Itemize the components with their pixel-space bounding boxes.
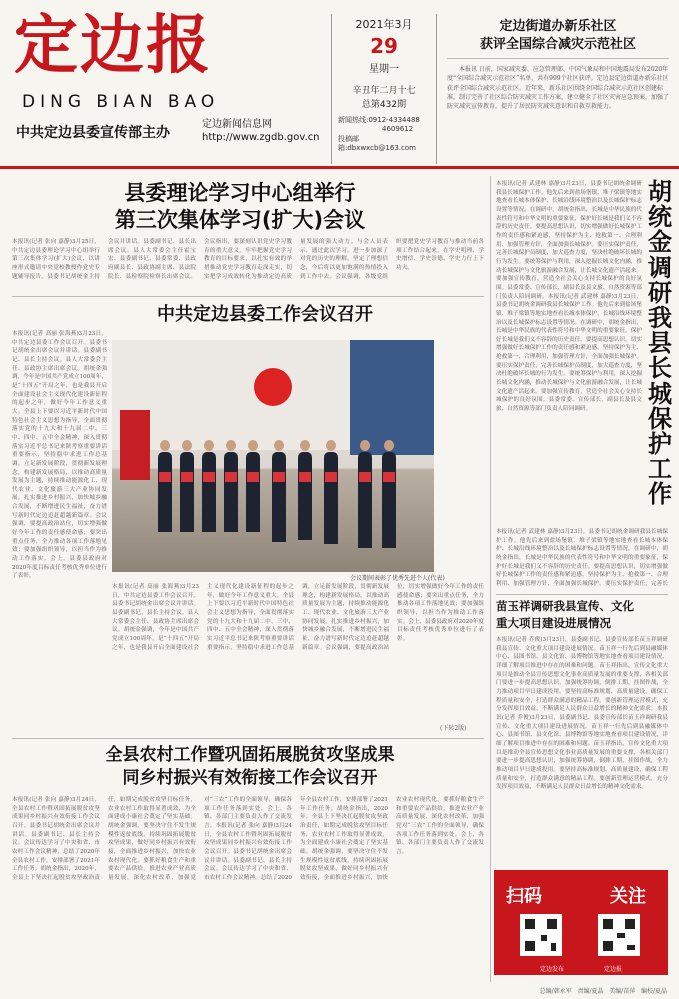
party-emblem-icon (254, 368, 292, 406)
lead-title-line1: 县委理论学习中心组举行 (124, 181, 356, 205)
poverty-headline[interactable] (30, 744, 470, 790)
right-col-body-1b: 本报讯(记者 武建林 嘉静)3月23日，县委书记胡统金调研我县长城保护工作。他先后来到盐场堡镇、堆子梁镇等地实地查看长城本体保护、长城沿线环境整治以及长城保护标志设置等情况。在调研中，胡统金指出，长城是中华民族的代表性符号和中华文明的重要象征，保护好长城是我们义不容辞的历史责任。要提高思想认识，切实增强做好长城保护工作的责任感和紧迫感，坚持保护为主、抢救第一、合理利用、加强管理方针，全面加强长城保护。要压实保护责任，完善长 (496, 529, 668, 587)
top-story-headline[interactable] (447, 18, 669, 59)
lead-body: 本报讯(记者 张向 嘉静)3月25日，中共定边县委理论学习中心组举行第三次集体学习(扩大)会议，以讲座形式邀请中央党校教授作党史专题辅导报告。县委书记胡统金主持会议并讲话。县委副书记、县长出席会议。县人大常委会主任霍宝宏、县委副书记、县委常委、县政府副县长、县政协副主席、县法院院长、县检察院检察长出席会议。会议指出，要深刻认识党史学习教育的重大意义，牢牢把握党史学习教育的目标要求，以扎实有效的举措推动党史学习教育走深走实，切实把学习成效转化为推动定边高质量发展的强大动力。与会人员表示，通过此次学习，进一步加深了对党的历史的理解，坚定了理想信念，今后将以更加饱满的热情投入到工作中去。会议强调，各级党组织要把党史学习教育与推动当前各项工作结合起来，在学史明理、学史增信、学史崇德、学史力行上下功夫。 (12, 239, 484, 280)
news-hotline: 新闻热线:0912-4334488 (338, 116, 420, 124)
website-info (202, 118, 320, 144)
qr-labels: 定边发布 定边报 (539, 966, 623, 973)
lunar-date: 辛丑年二月十七 (352, 86, 416, 96)
top-story-title-line1: 定边街道办新乐社区 (499, 19, 617, 34)
right-title2-line1: 苗玉祥调研我县宣传、文化 (496, 599, 634, 613)
masthead (0, 0, 679, 165)
top-right-story (447, 18, 669, 112)
top-story-body: 本报讯 日前，国家减灾委、应急管理部、中国气象局和中国地震局发布2020年度“全国综合减灾示范社区”名单，共有999个社区获评。定边县定边街道办新乐社区获评全国综合减灾示范社区。近年来，新乐社区围绕全国综合减灾示范社区创建标准，制订完善了社区综合防灾减灾工作方案，建立健全了社区灾害应急预案，加强了防灾减灾宣传教育，提升了居民防灾减灾意识和自救互救能力。 (447, 66, 670, 111)
work-meeting-body-cont: 本报讯(记者 高丽 张海燕)3月23日，中共定边县委工作会议召开。县委书记胡统金出席会议并讲话。县委副书记、县长主持会议。县人大常委会主任、县政协主席出席会议。胡统金强调，今年是中国共产党成立100周年，是“十四五”开局之年，也是我县开启全面建设社会主义现代化建设新征程的起步之年，做好今年工作意义重大。全县上下要以习近平新时代中国特色社会主义思想为指导，全面贯彻落实党的十九大和十九届二中、三中、四中、五中全会精神，深入贯彻落实习近平总书记来陕考察重要讲话重要指示，坚持稳中求进工作总基调，立足新发展阶段，贯彻新发展理念，构建新发展格局，以推动高质量发展为主题，持续推动能源化工、现代农业、文化旅游三大产业协同发展，扎实推进乡村振兴，加快城乡融合发展，不断增进民生福祉，奋力谱写新时代定边追赶超越新篇章。会议强调，要提高政治站位，切实增强做好今年工作的责任感使命感；要突出重点任务，全力推动各项工作落地见效；要加强组织领导，以担当作为推动工作落实。会上，县委县政府对2020年度目标责任考核优秀单位进行了表彰。 (112, 584, 484, 651)
follow-word: 关注 (610, 886, 646, 907)
qr-code-icon-2[interactable] (598, 914, 640, 956)
qr-promo-banner (494, 870, 668, 975)
footer-editor: 总编/韩永军 (539, 988, 572, 995)
footer-chief: 责编/夏晶 (577, 988, 604, 995)
poverty-title-line2: 同乡村振兴有效衔接工作会议召开 (122, 767, 378, 788)
newspaper-logo: 定边报 (14, 8, 212, 83)
right-divider (496, 594, 668, 595)
lead-title-line2: 第三次集体学习(扩大)会议 (114, 208, 366, 233)
page-footer (0, 985, 679, 999)
site-url[interactable]: http://www.zgdb.gov.cn (202, 132, 320, 143)
day-number: 29 (370, 34, 398, 58)
continued-note: (下转2版) (440, 725, 467, 732)
qr-code-icon[interactable] (520, 914, 562, 956)
poverty-title-line1: 全县农村工作暨巩固拓展脱贫攻坚成果 (105, 745, 395, 765)
photo-caption: 会议期间表彰了优秀先进个人(代表) (350, 575, 445, 582)
top-story-title-line2: 获评全国综合减灾示范社区 (479, 36, 636, 52)
section-divider-2 (12, 738, 484, 739)
work-meeting-body: 本报讯(记者 高丽 张海燕)3月23日，中共定边县委工作会议召开。县委书记胡统金出席会议并讲话。县委副书记、县长主持会议。县人大常委会主任、县政协主席出席会议。胡统金强调，今年是中国共产党成立100周年，是“十四五”开局之年，也是我县开启全面建设社会主义现代化建设新征程的起步之年，做好今年工作意义重大。全县上下要以习近平新时代中国特色社会主义思想为指导，全面贯彻落实党的十九大和十九届二中、三中、四中、五中全会精神，深入贯彻落实习近平总书记来陕考察重要讲话重要指示，坚持稳中求进工作总基调，立足新发展阶段，贯彻新发展理念，构建新发展格局，以推动高质量发展为主题，持续推动能源化工、现代农业、文化旅游三大产业协同发展，扎实推进乡村振兴，加快城乡融合发展，不断增进民生福祉，奋力谱写新时代定边追赶超越新篇章。会议强调，要提高政治站位，切实增强做好今年工作的责任感使命感；要突出重点任务，全力推动各项工作落地见效；要加强组织领导，以担当作为推动工作落实。会上，县委县政府对2020年度目标责任考核优秀单位进行了表彰。 (12, 331, 107, 580)
footer-proof: 编校/夏晶 (640, 988, 667, 995)
submission-email: 投稿邮箱:dbxwxcb@163.com (338, 134, 416, 153)
date-box (331, 14, 437, 164)
column-divider (490, 176, 491, 982)
lead-headline[interactable] (40, 180, 440, 235)
display-screen (350, 340, 434, 455)
footer-art: 美编/苗萍 (609, 988, 636, 995)
year-month: 2021年3月 (355, 18, 413, 31)
right-title2-line2: 重大项目建设进展情况 (496, 615, 611, 630)
section-divider (12, 296, 484, 297)
right-col-headline-2[interactable] (496, 598, 671, 631)
logo-pinyin: DING BIAN BAO (22, 92, 220, 112)
news-hotline-2: 4609612 (382, 125, 414, 134)
right-col-body-1: 本报讯(记者 武建林 嘉静)3月23日，县委书记胡统金调研我县长城保护工作。他先后来到盐场堡镇、堆子梁镇等地实地查看长城本体保护、长城沿线环境整治以及长城保护标志设置等情况。在调研中，胡统金指出，长城是中华民族的代表性符号和中华文明的重要象征，保护好长城是我们义不容辞的历史责任。要提高思想认识，切实增强做好长城保护工作的责任感和紧迫感，坚持保护为主、抢救第一、合理利用、加强管理方针，全面加强长城保护。要压实保护责任，完善长城保护员制度，加大巡查力度，坚决杜绝破坏长城的行为发生。要统筹保护与利用，深入挖掘长城文化内涵，推动长城保护与文化旅游融合发展，让长城文化遗产活起来。要加强宣传教育，营造全社会关心支持长城保护的良好氛围。县委常委、宣传部长，副县长及县文旅、自然资源等部门负责人陪同调研。本报讯(记者 武建林 嘉静)3月23日，县委书记胡统金调研我县长城保护工作。他先后来到盐场堡镇、堆子梁镇等地实地查看长城本体保护、长城沿线环境整治以及长城保护标志设置等情况。在调研中，胡统金指出，长城是中华民族的代表性符号和中华文明的重要象征，保护好长城是我们义不容辞的历史责任。要提高思想认识，切实增强做好长城保护工作的责任感和紧迫感，坚持保护为主、抢救第一、合理利用、加强管理方针，全面加强长城保护。要压实保护责任，完善长城保护员制度，加大巡查力度，坚决杜绝破坏长城的行为发生。要统筹保护与利用，深入挖掘长城文化内涵，推动长城保护与文化旅游融合发展，让长城文化遗产活起来。要加强宣传教育，营造全社会关心支持长城保护的良好氛围。县委常委、宣传部长，副县长及县文旅、自然资源等部门负责人陪同调研。 (496, 181, 642, 413)
right-col-body-2: 本报讯(记者 乔俊)3月23日，县委副书记、县委宣传部长苗玉祥调研我县宣传、文化重大项目建设进展情况。苗玉祥一行先后到县融媒体中心、县图书馆、县文化馆、县博物馆等地实地查看项目建设情况，详细了解项目推进中存在的困难和问题。苗玉祥指出，宣传文化重大项目是推动全县宣传思想文化事业高质量发展的重要支撑，各相关部门要进一步提高思想认识，加强统筹协调，倒排工期，挂图作战，全力推动项目早日建成投用。要坚持高标准规划、高质量建设，确保工程质量和安全，打造群众满意的精品工程。要创新管理运营模式，充分发挥项目效益，不断满足人民群众日益增长的精神文化需求。本报讯(记者 乔俊)3月23日，县委副书记、县委宣传部长苗玉祥调研我县宣传、文化重大项目建设进展情况。苗玉祥一行先后到县融媒体中心、县图书馆、县文化馆、县博物馆等地实地查看项目建设情况，详细了解项目推进中存在的困难和问题。苗玉祥指出，宣传文化重大项目是推动全县宣传思想文化事业高质量发展的重要支撑，各相关部门要进一步提高思想认识，加强统筹协调，倒排工期，挂图作战，全力推动项目早日建成投用。要坚持高标准规划、高质量建设，确保工程质量和安全，打造群众满意的精品工程。要创新管理运营模式，充分发挥项目效益，不断满足人民群众日益增长的精神文化需求。 (496, 637, 668, 791)
site-name: 定边新闻信息网 (202, 119, 272, 130)
scan-word: 扫码 (506, 886, 542, 907)
work-meeting-headline[interactable]: 中共定边县委工作会议召开 (157, 304, 373, 325)
weekday: 星期一 (369, 64, 399, 75)
poverty-body: 本报讯(记者 张向 嘉静)3月24日，全县农村工作暨巩固拓展脱贫攻坚成果同乡村振兴有效衔接工作会议召开。县委书记胡统金出席会议并讲话。县委副书记、县长主持会议。会议传达学习了中央和省、市农村工作会议精神，总结了2020年全县农村工作，安排部署了2021年工作任务。胡统金指出，2020年，全县上下坚决扛起脱贫攻坚政治责任，如期完成脱贫攻坚目标任务，农业农村工作取得显著成效，为全面建成小康社会奠定了坚实基础。胡统金强调，要坚决守住不发生规模性返贫底线，持续巩固拓展脱贫攻坚成果，做好同乡村振兴有效衔接，全面推进乡村振兴，加快农业农村现代化。要抓好粮食生产和重要农产品供给，推进农业产业高质量发展，深化农村改革，加强党对“三农”工作的全面领导，确保各项工作任务落到实处。会上，各镇、各部门主要负责人作了交流发言。本报讯(记者 张向 嘉静)3月24日，全县农村工作暨巩固拓展脱贫攻坚成果同乡村振兴有效衔接工作会议召开。县委书记胡统金出席会议并讲话。县委副书记、县长主持会议。会议传达学习了中央和省、市农村工作会议精神，总结了2020年全县农村工作，安排部署了2021年工作任务。胡统金指出，2020年，全县上下坚决扛起脱贫攻坚政治责任，如期完成脱贫攻坚目标任务，农业农村工作取得显著成效，为全面建成小康社会奠定了坚实基础。胡统金强调，要坚决守住不发生规模性返贫底线，持续巩固拓展脱贫攻坚成果，做好同乡村振兴有效衔接，全面推进乡村振兴，加快农业农村现代化。要抓好粮食生产和重要农产品供给，推进农业产业高质量发展，深化农村改革，加强党对“三农”工作的全面领导，确保各项工作任务落到实处。会上，各镇、各部门主要负责人作了交流发言。 (12, 797, 484, 881)
issue-number: 总第432期 (361, 100, 407, 110)
sponsor-line: 中共定边县委宣传部主办 (16, 125, 170, 141)
right-vertical-headline[interactable]: 胡统金调研我县长城保护工作 (648, 178, 672, 509)
masthead-rule (0, 166, 679, 169)
meeting-photo (112, 340, 434, 572)
red-flag-icon (120, 410, 150, 480)
